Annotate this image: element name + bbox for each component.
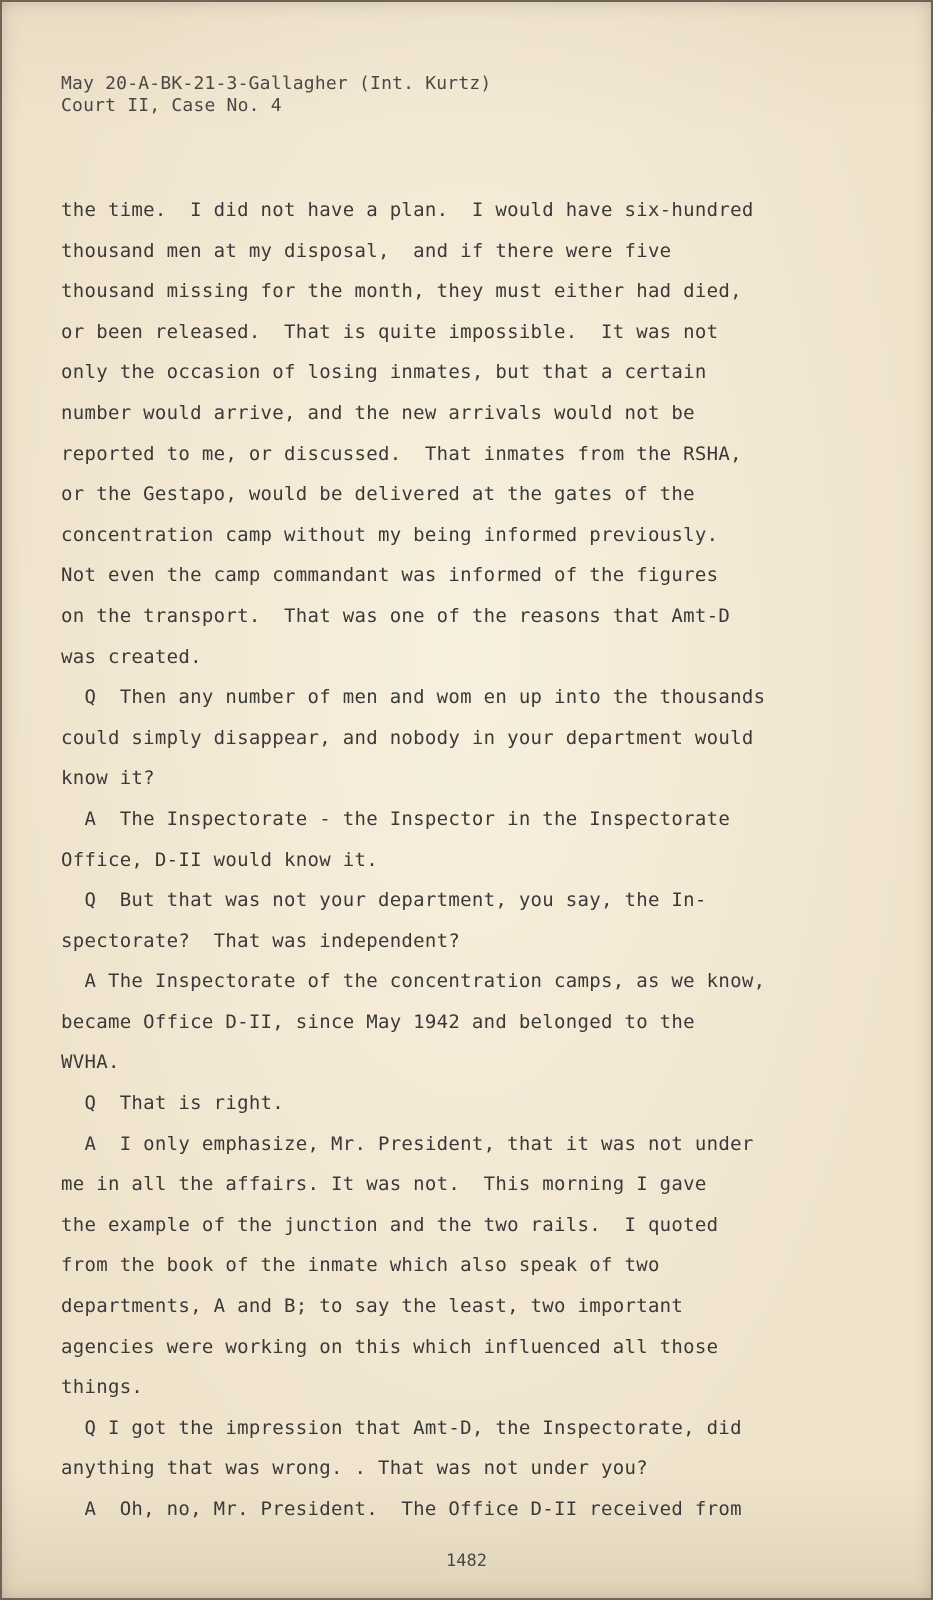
transcript-line: or the Gestapo, would be delivered at the gates of the (61, 483, 695, 506)
question-line: Q Then any number of men and wom en up into the thousands (61, 686, 766, 709)
transcript-line: or been released. That is quite impossible. It was not (61, 320, 719, 343)
transcript-line: thousand men at my disposal, and if there were five (61, 239, 672, 262)
transcript-line: was created. (61, 645, 202, 668)
document-header (61, 73, 491, 117)
transcript-body (61, 190, 851, 1530)
transcript-line: the example of the junction and the two rails. I quoted (61, 1213, 719, 1236)
transcript-line: agencies were working on this which influenced all those (61, 1335, 719, 1358)
transcript-line: know it? (61, 767, 155, 790)
answer-line: A Oh, no, Mr. President. The Office D-II received from (61, 1498, 742, 1520)
transcript-line: from the book of the inmate which also speak of two (61, 1254, 660, 1277)
header-case-line: Court II, Case No. 4 (61, 95, 282, 116)
transcript-line: became Office D-II, since May 1942 and belonged to the (61, 1010, 695, 1033)
transcript-line: thousand missing for the month, they must either had died, (61, 280, 742, 303)
answer-line: A I only emphasize, Mr. President, that it was not under (61, 1132, 754, 1155)
question-line: Q That is right. (61, 1092, 285, 1115)
transcript-line: WVHA. (61, 1051, 120, 1074)
page-number: 1482 (446, 1551, 487, 1571)
transcript-line: on the transport. That was one of the reasons that Amt-D (61, 604, 731, 627)
transcript-line: things. (61, 1376, 144, 1399)
transcript-line: concentration camp without my being informed previously. (61, 523, 719, 546)
transcript-line: anything that was wrong. . That was not under you? (61, 1457, 648, 1480)
header-session-line: May 20-A-BK-21-3-Gallagher (Int. Kurtz) (61, 73, 492, 94)
question-line: Q I got the impression that Amt-D, the Inspectorate, did (61, 1416, 742, 1439)
answer-line: A The Inspectorate of the concentration camps, as we know, (61, 970, 766, 993)
transcript-line: could simply disappear, and nobody in your department would (61, 726, 754, 749)
transcript-line: departments, A and B; to say the least, two important (61, 1295, 684, 1318)
transcript-line: Not even the camp commandant was informed of the figures (61, 564, 719, 587)
transcript-line: only the occasion of losing inmates, but that a certain (61, 361, 707, 384)
transcript-line: reported to me, or discussed. That inmates from the RSHA, (61, 442, 742, 465)
transcript-line: the time. I did not have a plan. I would have six-hundred (61, 199, 754, 221)
transcript-line: number would arrive, and the new arrivals would not be (61, 401, 695, 424)
transcript-line: me in all the affairs. It was not. This morning I gave (61, 1173, 707, 1196)
transcript-line: spectorate? That was independent? (61, 929, 461, 952)
answer-line: A The Inspectorate - the Inspector in the Inspectorate (61, 807, 731, 830)
transcript-line: Office, D-II would know it. (61, 848, 378, 871)
question-line: Q But that was not your department, you say, the In- (61, 889, 707, 912)
